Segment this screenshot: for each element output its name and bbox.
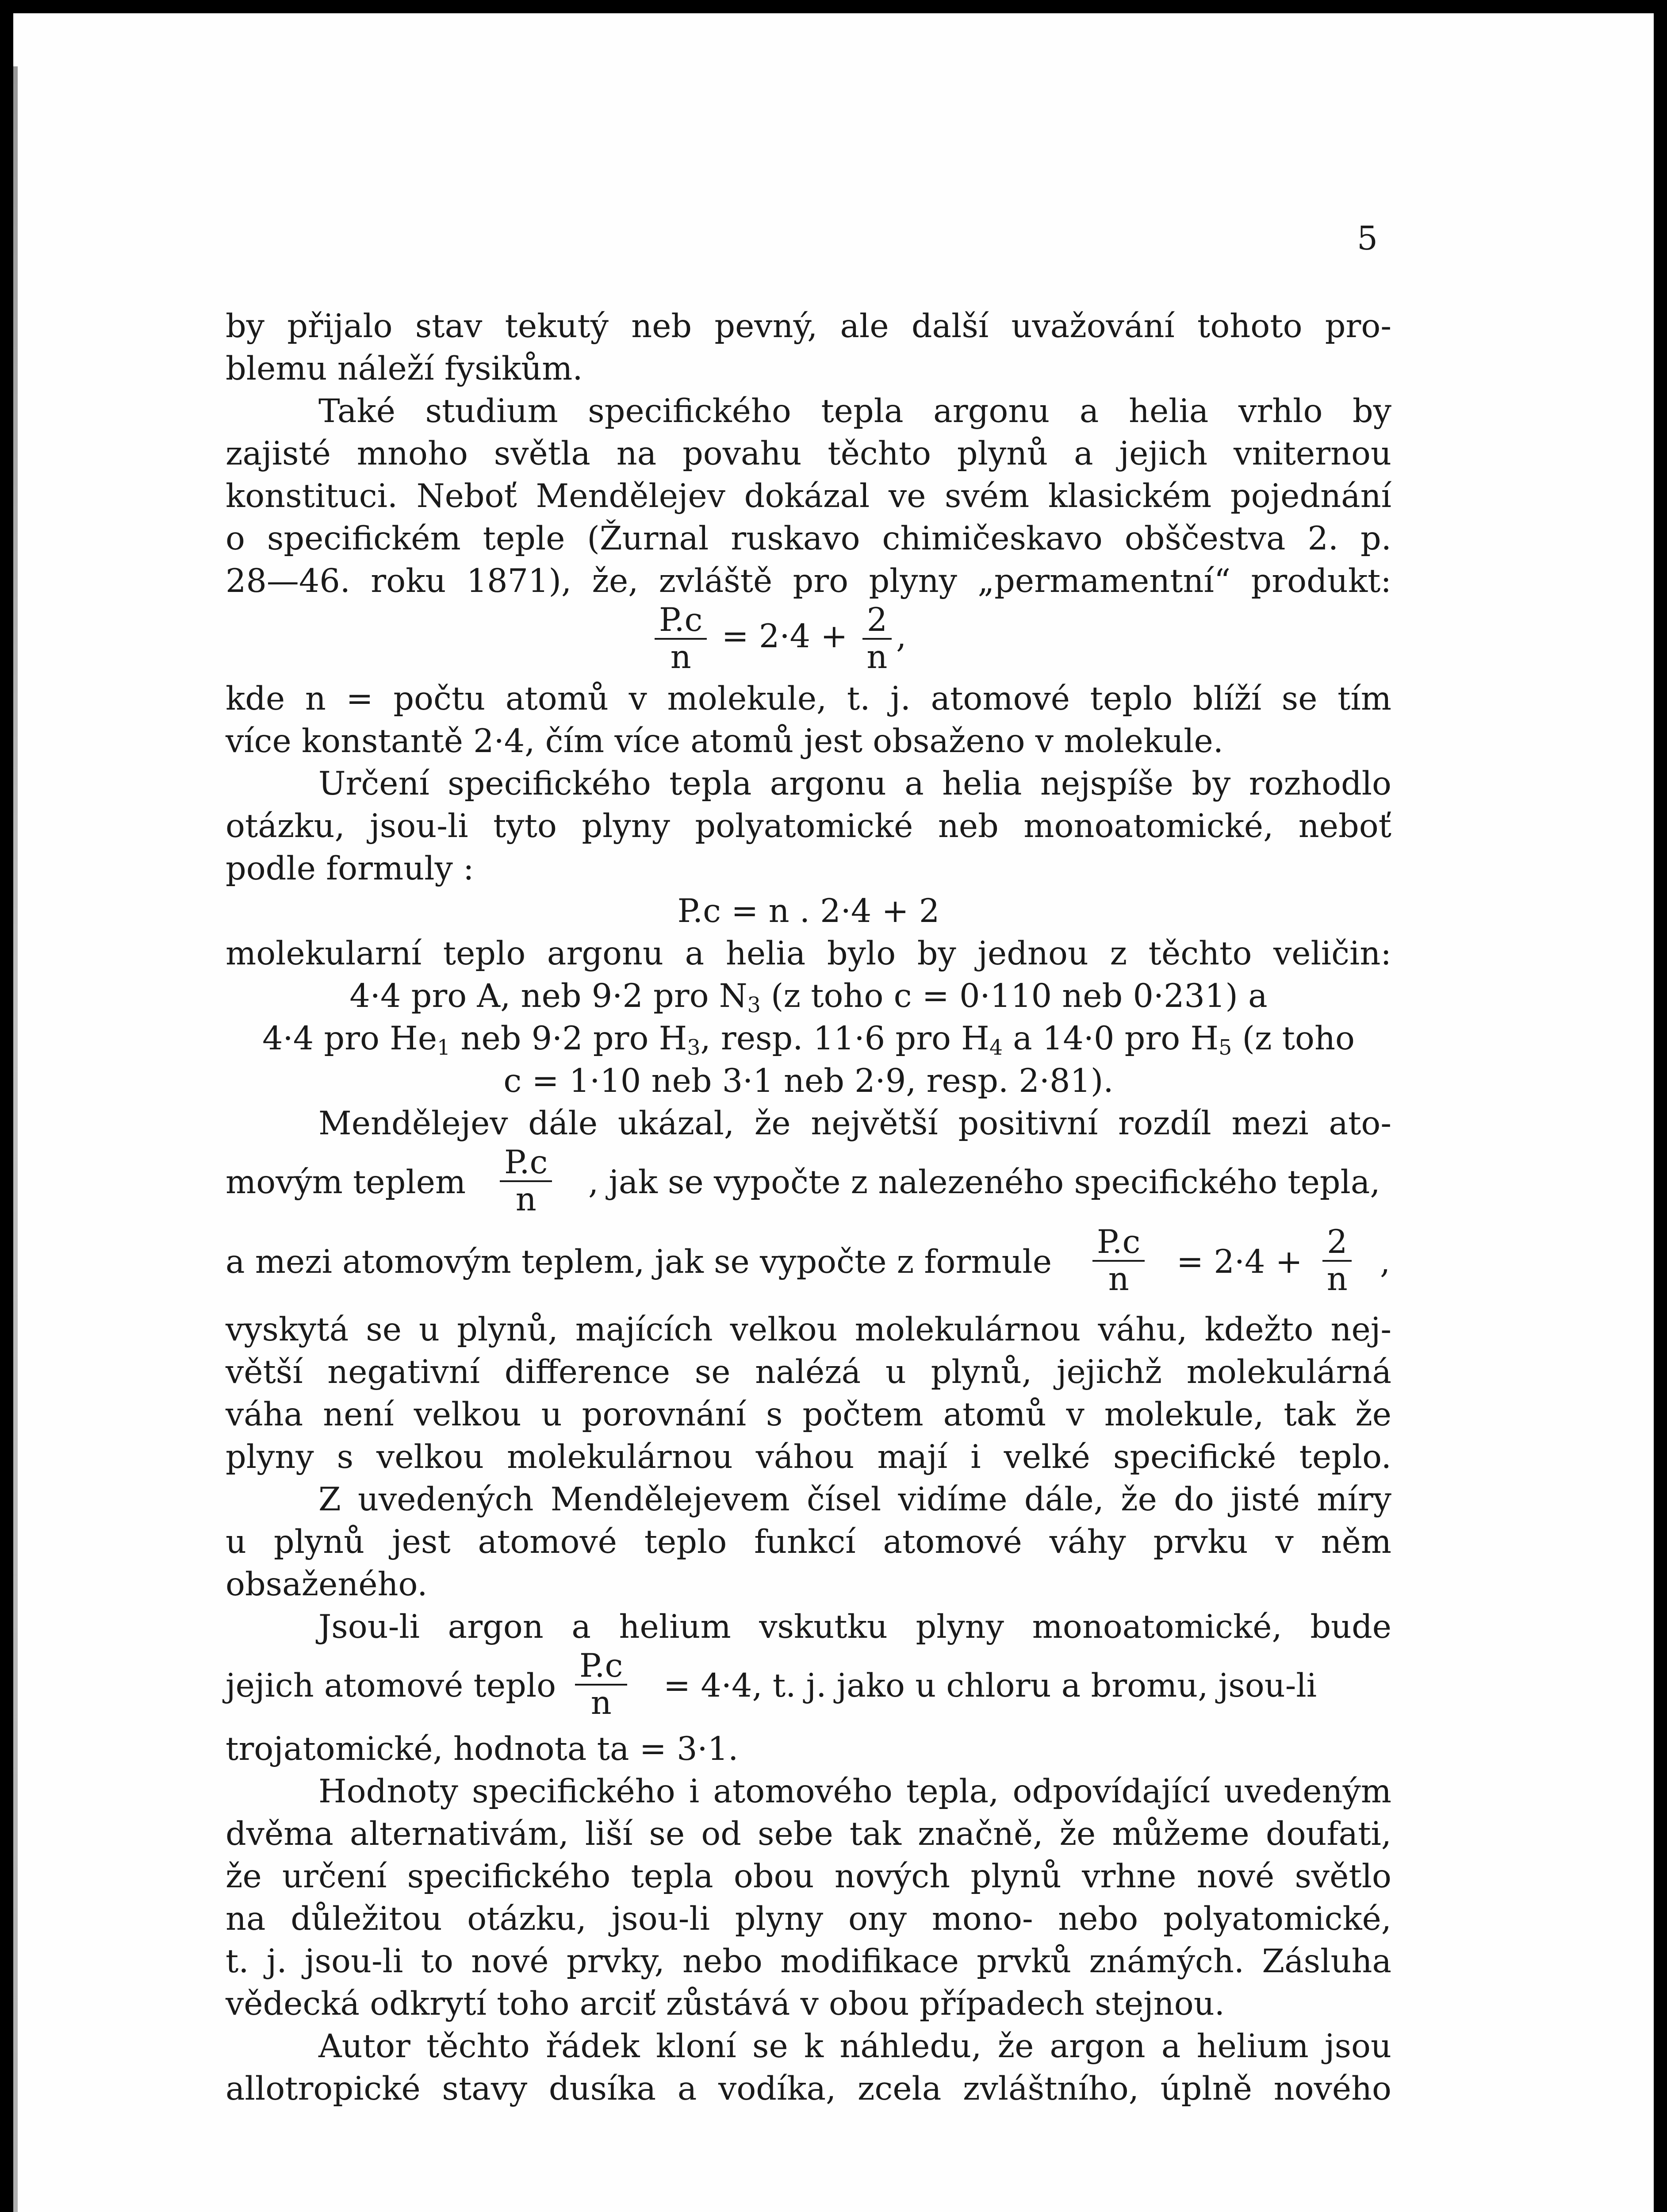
text-line: podle formuly : <box>226 850 474 887</box>
text-line: c = 1·10 neb 3·1 neb 2·9, resp. 2·81). <box>503 1062 1114 1100</box>
text-line: že určení specifického tepla obou nových plynů vrhne nové světlo <box>226 1858 1391 1895</box>
text-line: 28—46. roku 1871), že, zvláště pro plyny „permamentní“ produkt: <box>226 562 1391 600</box>
scan-edge <box>13 66 18 2212</box>
text-line: více konstantě 2·4, čím více atomů jest obsaženo v molekule. <box>226 722 1223 760</box>
text-line: obsaženého. <box>226 1566 428 1603</box>
fraction: $\frac{P.c}{n}$ <box>500 1145 552 1217</box>
text-line: Hodnoty specifického i atomového tepla, odpovídající uvedeným <box>318 1773 1391 1810</box>
text-line: na důležitou otázku, jsou-li plyny ony mono- nebo polyatomické, <box>226 1900 1391 1938</box>
text-line: Z uvedených Mendělejevem čísel vidíme dále, že do jisté míry <box>318 1481 1391 1518</box>
text-line: otázku, jsou-li tyto plyny polyatomické neb monoatomické, neboť <box>226 807 1391 845</box>
text-line-with-fraction: movým teplem $\frac{P.c}{n}$ , jak se vypočte z nalezeného specifického tepla, <box>226 1144 1380 1218</box>
text-line-with-fraction: a mezi atomovým teplem, jak se vypočte z formule $\frac{P.c}{n}$ = 2·4 + $\frac{2}{n}$ , <box>226 1223 1391 1298</box>
text-line: vyskytá se u plynů, majících velkou molekulárnou váhu, kdežto nej- <box>226 1311 1391 1348</box>
text-line: Určení specifického tepla argonu a helia nejspíše by rozhodlo <box>318 765 1391 803</box>
text-line: Mendělejev dále ukázal, že největší positivní rozdíl mezi ato- <box>318 1105 1391 1142</box>
formula-line: P.c = n . 2·4 + 2 <box>677 892 940 930</box>
body-text <box>226 305 1391 2110</box>
text-line: 4·4 pro A, neb 9·2 pro $N_3$ (z toho c = 0·110 neb 0·231) a <box>349 977 1268 1018</box>
text-line: Také studium specifického tepla argonu a helia vrhlo by <box>318 392 1391 430</box>
fraction: $\frac{P.c}{n}$ <box>575 1648 627 1721</box>
text-line: konstituci. Neboť Mendělejev dokázal ve svém klasickém pojednání <box>226 477 1391 515</box>
fraction: $\frac{P.c}{n}$ <box>1092 1225 1145 1297</box>
text-line: Jsou-li argon a helium vskutku plyny monoatomické, bude <box>318 1608 1391 1646</box>
text-line-with-fraction: jejich atomové teplo $\frac{P.c}{n}$ = 4·4, t. j. jako u chloru a bromu, jsou-li <box>226 1647 1317 1722</box>
text-line: by přijalo stav tekutý neb pevný, ale další uvažování tohoto pro- <box>226 307 1391 345</box>
fraction: $\frac{P.c}{n}$ <box>655 603 707 675</box>
text-line: blemu náleží fysikům. <box>226 350 583 388</box>
text-line: allotropické stavy dusíka a vodíka, zcela zvláštního, úplně nového <box>226 2070 1391 2108</box>
page <box>13 13 1654 2212</box>
text-line: váha není velkou u porovnání s počtem atomů v molekule, tak že <box>226 1396 1391 1433</box>
text-line: Autor těchto řádek kloní se k náhledu, že argon a helium jsou <box>318 2028 1391 2065</box>
text-line: dvěma alternativám, liší se od sebe tak značně, že můžeme doufati, <box>226 1815 1391 1853</box>
equation-specific-heat: $\frac{P.c}{n}$ = 2·4 + $\frac{2}{n}$ , <box>226 603 1391 678</box>
fraction: $\frac{2}{n}$ <box>1322 1225 1352 1297</box>
text-line: plyny s velkou molekulárnou váhou mají i velké specifické teplo. <box>226 1438 1391 1476</box>
text-line: větší negativní difference se nalézá u plynů, jejichž molekulárná <box>226 1353 1391 1391</box>
text-line: 4·4 pro $He_1$ neb 9·2 pro $H_3$, resp. 11·6 pro $H_4$ a 14·0 pro $H_5$ (z toho <box>262 1020 1355 1060</box>
text-line: molekularní teplo argonu a helia bylo by jednou z těchto veličin: <box>226 935 1391 972</box>
text-line: zajisté mnoho světla na povahu těchto plynů a jejich vniternou <box>226 435 1391 472</box>
fraction: $\frac{2}{n}$ <box>862 603 892 675</box>
text-line: t. j. jsou-li to nové prvky, nebo modifikace prvků známých. Zásluha <box>226 1943 1391 1980</box>
text-line: vědecká odkrytí toho arciť zůstává v obou případech stejnou. <box>226 1985 1225 2023</box>
text-line: trojatomické, hodnota ta = 3·1. <box>226 1730 739 1768</box>
text-line: kde n = počtu atomů v molekule, t. j. atomové teplo blíží se tím <box>226 680 1391 718</box>
text-line: u plynů jest atomové teplo funkcí atomové váhy prvku v něm <box>226 1523 1391 1561</box>
page-number: 5 <box>1357 219 1378 257</box>
text-line: o specifickém teple (Žurnal ruskavo chimičeskavo obščestva 2. p. <box>226 520 1391 557</box>
